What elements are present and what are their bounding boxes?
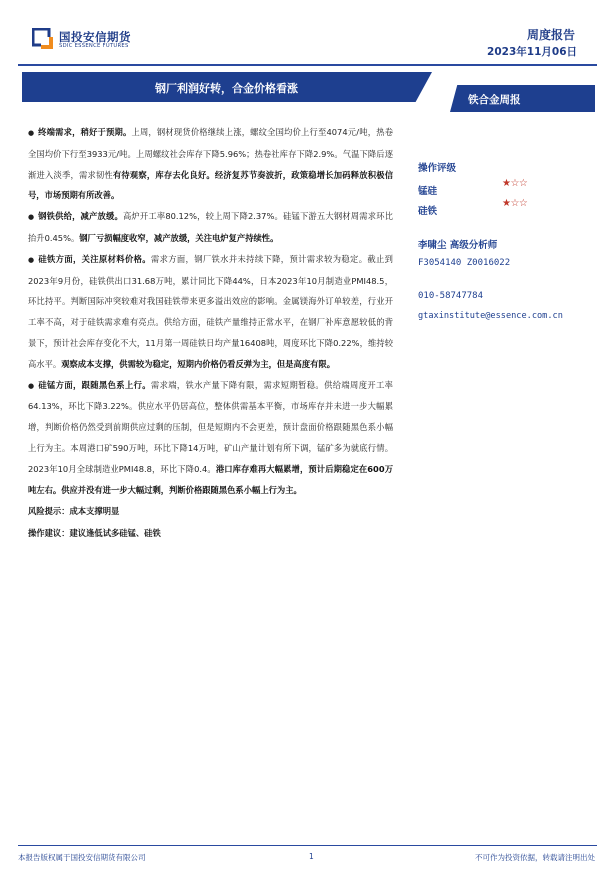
paragraph-lead: 钢铁供给，减产放缓。 <box>38 211 123 222</box>
report-date: 2023年11月06日 <box>487 46 577 58</box>
advice-text: 建议逢低试多硅锰、硅铁 <box>69 528 161 539</box>
paragraph-lead: 终端需求，稍好于预期。 <box>38 127 132 137</box>
paragraph-conclusion: 港口库存难再大幅累增，预计后期稳定在600万吨左右。供应并没有进一步大幅过剩，判断价格跟随黑色系小幅上行为主。 <box>28 463 394 495</box>
paragraph-demand <box>28 122 393 206</box>
rating-name: 锰硅 <box>418 186 438 197</box>
main-content <box>28 122 393 544</box>
paragraph-body: 上周，钢材现货价格继续上涨，螺纹全国均价上行至4074元/吨，热卷全国均价下行至3933元/吨。上周螺纹社会库存下降5.96%；热卷社库存下降2.9%。气温下降后逐渐进入淡季，需求韧性 <box>28 127 393 180</box>
footer-divider <box>18 845 597 846</box>
logo-text-cn: 国投安信期货 <box>59 30 131 44</box>
bullet-icon: ● <box>28 381 35 390</box>
footer-disclaimer: 不可作为投资依据，转载请注明出处 <box>475 853 595 862</box>
category-tag-label: 铁合金周报 <box>468 94 521 106</box>
advice-label: 操作建议： <box>28 528 70 539</box>
paragraph-ferrosilicon <box>28 249 393 375</box>
paragraph-conclusion: 有待观察，库存去化良好。经济复苏节奏波折，政策稳增长加码释放积极信号，市场预期有所改善。 <box>28 169 393 201</box>
bullet-icon: ● <box>28 255 35 264</box>
paragraph-conclusion: 观察成本支撑，供需较为稳定，短期内价格仍看反弹为主，但是高度有限。 <box>61 358 336 369</box>
rating-name: 硅铁 <box>418 206 438 217</box>
paragraph-lead: 硅铁方面，关注原材料价格。 <box>38 253 151 264</box>
paragraph-silicomanganese <box>28 375 393 501</box>
risk-label: 风险提示： <box>28 506 70 517</box>
footer-copyright: 本报告版权属于国投安信期货有限公司 <box>18 853 146 862</box>
paragraph-lead: 硅锰方面，跟随黑色系上行。 <box>38 379 151 390</box>
page-number: 1 <box>309 852 314 861</box>
rating-row-fesi <box>418 199 608 219</box>
bullet-icon: ● <box>28 213 35 222</box>
header-divider <box>18 64 597 66</box>
risk-warning <box>28 501 393 522</box>
logo-text-en: SDIC ESSENCE FUTURES <box>59 43 129 49</box>
operation-advice <box>28 523 393 544</box>
paragraph-body: 需求方面，钢厂铁水并未持续下降，预计需求较为稳定。截止到2023年9月份，硅铁供出口31.68万吨，累计同比下降44%，日本2023年10月制造业PMI48.5，环比持平。判断国际冲突较难对我国硅铁带来更多溢出效应的影响。金属镁海外订单较差，行业开工率不高，对于硅铁需求难有亮点。供给方面，硅铁产量维持正常水平，在钢厂补库意愿较低的背景下，预计社会库存变化不大，11月第一周硅铁日均产量16408吨，周度环比下降0.22%，维持较高水平。 <box>28 253 393 369</box>
paragraph-supply <box>28 206 393 249</box>
paragraph-conclusion: 钢厂亏损幅度收窄，减产放缓，关注电炉复产持续性。 <box>79 232 279 243</box>
paragraph-body: 高炉开工率80.12%，较上周下降2.37%。硅锰下游五大钢材周需求环比抬升0.45%。 <box>28 211 393 243</box>
report-title: 钢厂利润好转，合金价格看涨 <box>155 82 298 95</box>
rating-title: 操作评级 <box>418 163 457 174</box>
risk-text: 成本支撑明显 <box>69 506 120 517</box>
report-type: 周度报告 <box>526 28 575 42</box>
contact-phone: 010-58747784 <box>418 291 484 301</box>
sidebar <box>418 160 608 321</box>
company-logo <box>32 28 182 54</box>
rating-row-simn <box>418 179 608 199</box>
contact-email[interactable]: gtaxinstitute@essence.com.cn <box>418 311 563 321</box>
bullet-icon: ● <box>28 129 35 137</box>
star-rating-icon: ★☆☆ <box>502 178 528 189</box>
analyst-name: 李啸尘 高级分析师 <box>418 240 498 251</box>
star-rating-icon: ★☆☆ <box>502 198 528 209</box>
analyst-certificate: F3054140 Z0016022 <box>418 258 511 268</box>
logo-mark-icon <box>32 28 54 50</box>
paragraph-body: 需求端，铁水产量下降有限，需求短期暂稳。供给端周度开工率64.13%，环比下降3.22%。供应水平仍居高位，整体供需基本平衡，市场库存并未进一步大幅累增，判断价格仍然受到前期供应过剩的压制，但是短期内不会更差，预计盘面价格跟随黑色系小幅上行为主。本周港口矿590万吨，环比下降14万吨，矿山产量计划有所下调，锰矿多为就底行情。2023年10月全球制造业PMI48.8，环比下降0.4。 <box>28 379 393 474</box>
